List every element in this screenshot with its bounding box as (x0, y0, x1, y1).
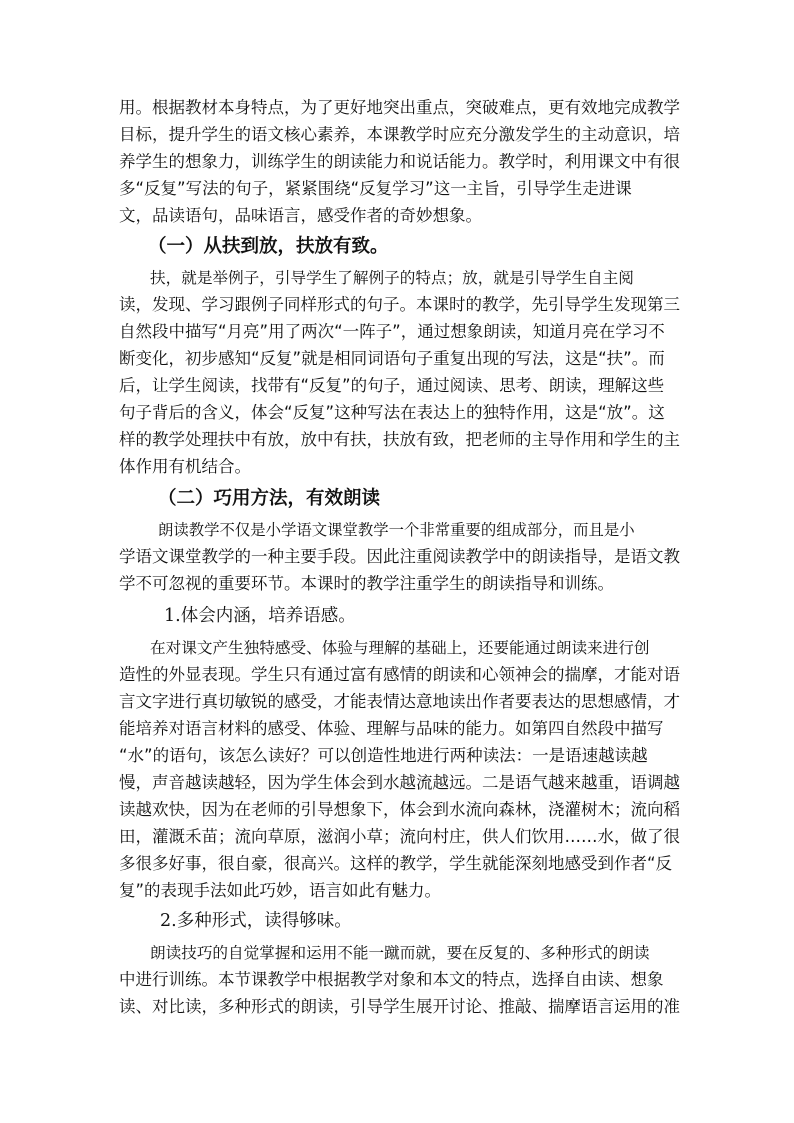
subsection-heading-1: 1.体会内涵，培养语感。 (164, 606, 356, 626)
section1-line-5: 后，让学生阅读，找带有“反复”的句子，通过阅读、思考、朗读，理解这些 (119, 376, 665, 395)
sub2-line-2: 中进行训练。本节课教学中根据教学对象和本文的特点，选择自由读、想象 (119, 970, 664, 989)
section2-line-3: 学不可忽视的重要环节。本课时的教学注重学生的朗读指导和训练。 (119, 574, 614, 593)
section1-line-8: 体作用有机结合。 (119, 457, 251, 476)
subsection-heading-2: 2.多种形式，读得够味。 (160, 911, 352, 931)
sub1-line-10: 复”的表现手法如此巧妙，语言如此有魅力。 (119, 881, 442, 900)
sub1-line-1: 在对课文产生独特感受、体验与理解的基础上，还要能通过朗读来进行创 (150, 639, 650, 657)
section1-line-3: 自然段中描写“月亮”用了两次“一阵子”，通过想象朗读，知道月亮在学习不 (119, 322, 665, 341)
sub1-line-8: 田，灌溉禾苗；流向草原，滋润小草；流向村庄，供人们饮用……水，做了很 (119, 827, 680, 846)
sub1-line-5: “水”的语句，该怎么读好？可以创造性地进行两种读法：一是语速越读越 (119, 746, 648, 765)
sub2-line-3: 读、对比读，多种形式的朗读，引导学生展开讨论、推敲、揣摩语言运用的准 (119, 997, 680, 1016)
section1-line-6: 句子背后的含义，体会“反复”这种写法在表达上的独特作用，这是“放”。这 (119, 403, 665, 422)
section2-line-1: 朗读教学不仅是小学语文课堂教学一个非常重要的组成部分，而且是小 (158, 521, 635, 539)
sub1-line-3: 言文字进行真切敏锐的感受，才能表情达意地读出作者要表达的思想感情，才 (119, 692, 680, 711)
section-heading-1: （一）从扶到放，扶放有致。 (148, 236, 389, 257)
sub2-line-1: 朗读技巧的自觉掌握和运用不能一蹴而就，要在反复的、多种形式的朗读 (150, 944, 650, 962)
sub1-line-6: 慢，声音越读越轻，因为学生体会到水越流越远。二是语气越来越重，语调越 (119, 773, 680, 792)
intro-line-2: 目标，提升学生的语文核心素养，本课教学时应充分激发学生的主动意识，培 (119, 125, 680, 144)
intro-line-5: 文，品读语句，品味语言，感受作者的奇妙想象。 (119, 206, 482, 225)
section2-line-2: 学语文课堂教学的一种主要手段。因此注重阅读教学中的朗读指导，是语文教 (119, 547, 680, 566)
sub1-line-9: 多很多好事，很自豪，很高兴。这样的教学，学生就能深刻地感受到作者“反 (119, 854, 673, 873)
intro-line-4: 多“反复”写法的句子，紧紧围绕“反复学习”这一主旨，引导学生走进课 (119, 179, 632, 198)
sub1-line-4: 能培养对语言材料的感受、体验、理解与品味的能力。如第四自然段中描写 (119, 719, 664, 738)
section1-line-7: 样的教学处理扶中有放，放中有扶，扶放有致，把老师的主导作用和学生的主 (119, 430, 680, 449)
section1-line-2: 读，发现、学习跟例子同样形式的句子。本课时的教学，先引导学生发现第三 (119, 295, 680, 314)
intro-line-3: 养学生的想象力，训练学生的朗读能力和说话能力。教学时，利用课文中有很 (119, 152, 680, 171)
section1-line-4: 断变化，初步感知“反复”就是相同词语句子重复出现的写法，这是“扶”。而 (119, 349, 665, 368)
section1-line-1: 扶，就是举例子，引导学生了解例子的特点；放，就是引导学生自主阅 (150, 269, 634, 287)
section-heading-2: （二）巧用方法，有效朗读 (158, 488, 381, 509)
sub1-line-7: 读越欢快，因为在老师的引导想象下，体会到水流向森林，浇灌树木；流向稻 (119, 800, 680, 819)
sub1-line-2: 造性的外显表现。学生只有通过富有感情的朗读和心领神会的揣摩，才能对语 (119, 665, 680, 684)
intro-line-1: 用。根据教材本身特点，为了更好地突出重点，突破难点，更有效地完成教学 (119, 98, 680, 117)
